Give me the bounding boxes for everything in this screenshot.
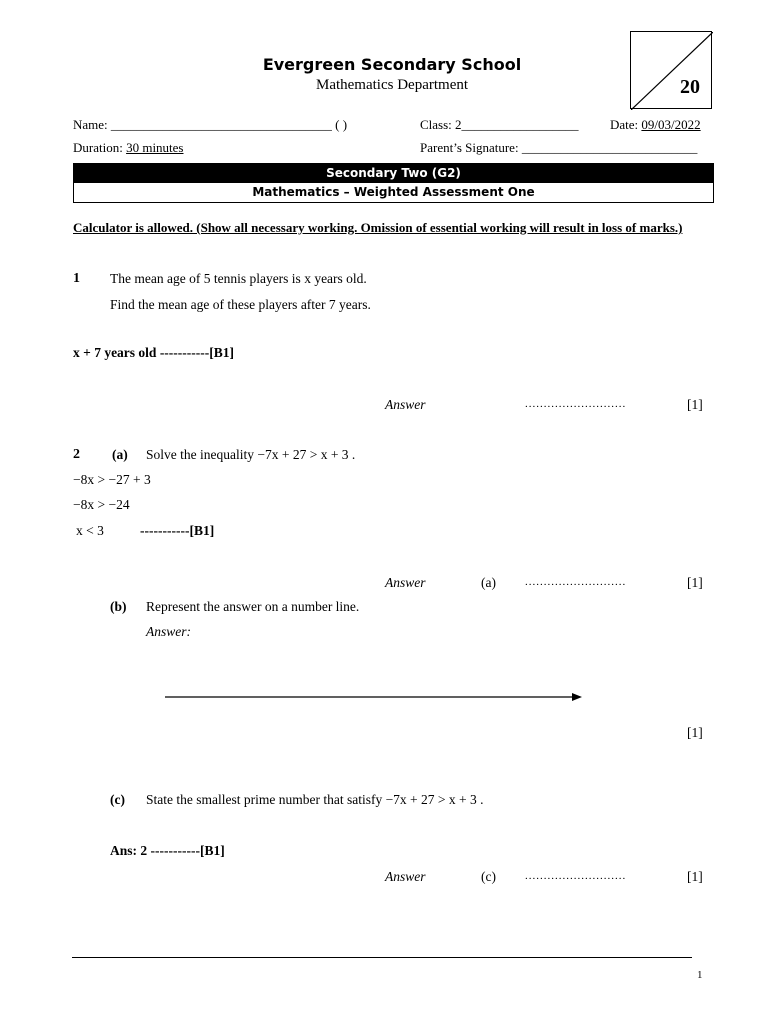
duration-label: Duration: <box>73 140 123 155</box>
q2c-answer-line: ........................... <box>525 870 627 882</box>
name-field: Name: __________________________________ ( ) <box>73 117 348 132</box>
class-field: Class: 2__________________ <box>420 117 579 132</box>
q2a-label: (a) <box>112 447 128 462</box>
q2-number: 2 <box>73 447 80 462</box>
date-label: Date: <box>610 117 639 132</box>
total-marks: 20 <box>680 76 700 98</box>
q2a-answer-line: ........................... <box>525 576 627 588</box>
q2c-marks: [1] <box>687 869 703 884</box>
q1-working: x + 7 years old -----------[B1] <box>73 345 235 360</box>
date-field <box>610 117 701 133</box>
q2c-answer-label: Answer <box>385 869 426 884</box>
q1-line1: The mean age of 5 tennis players is x years old. <box>110 271 367 286</box>
assessment-banner <box>73 163 714 203</box>
duration-field <box>73 140 184 156</box>
q2a-working-2: −8x > −24 <box>73 497 130 512</box>
q2b-marks: [1] <box>687 725 703 740</box>
q2a-working-3: x < 3 <box>76 523 104 538</box>
q2a-working-1: −8x > −27 + 3 <box>73 472 151 487</box>
q2c-answer: Ans: 2 -----------[B1] <box>110 843 225 858</box>
q2b-text: Represent the answer on a number line. <box>146 599 360 614</box>
banner-level: Secondary Two (G2) <box>74 164 713 183</box>
diagonal-line <box>631 32 713 110</box>
q2a-marks: [1] <box>687 575 703 590</box>
q2a-answer-label: Answer <box>385 575 426 590</box>
banner-title: Mathematics – Weighted Assessment One <box>252 185 535 199</box>
q2a-mark-note: -----------[B1] <box>140 523 215 538</box>
parent-signature-field: Parent’s Signature: ___________________________ <box>420 140 698 155</box>
q2c-answer-part: (c) <box>481 869 496 884</box>
q2c-label: (c) <box>110 792 125 807</box>
instructions: Calculator is allowed. (Show all necessary working. Omission of essential working will result in loss of marks.) <box>73 220 683 235</box>
q1-line2: Find the mean age of these players after 7 years. <box>110 297 371 312</box>
q2c-text: State the smallest prime number that satisfy −7x + 27 > x + 3 . <box>146 792 484 807</box>
school-name: Evergreen Secondary School <box>262 55 522 74</box>
q2b-answer-label: Answer: <box>146 624 191 639</box>
department-name: Mathematics Department <box>315 77 469 93</box>
q1-answer-line: ........................... <box>525 398 627 410</box>
date-value: 09/03/2022 <box>641 117 701 132</box>
page-number: 1 <box>697 969 703 981</box>
footer-divider <box>72 957 692 958</box>
q2a-text: Solve the inequality −7x + 27 > x + 3 . <box>146 447 356 462</box>
number-line <box>160 688 590 706</box>
q2a-answer-part: (a) <box>481 575 496 590</box>
q1-answer-label: Answer <box>385 397 426 412</box>
duration-value: 30 minutes <box>126 140 184 155</box>
q1-number: 1 <box>73 271 80 286</box>
q1-marks: [1] <box>687 397 703 412</box>
q2b-label: (b) <box>110 599 127 614</box>
total-marks-box <box>630 31 712 109</box>
